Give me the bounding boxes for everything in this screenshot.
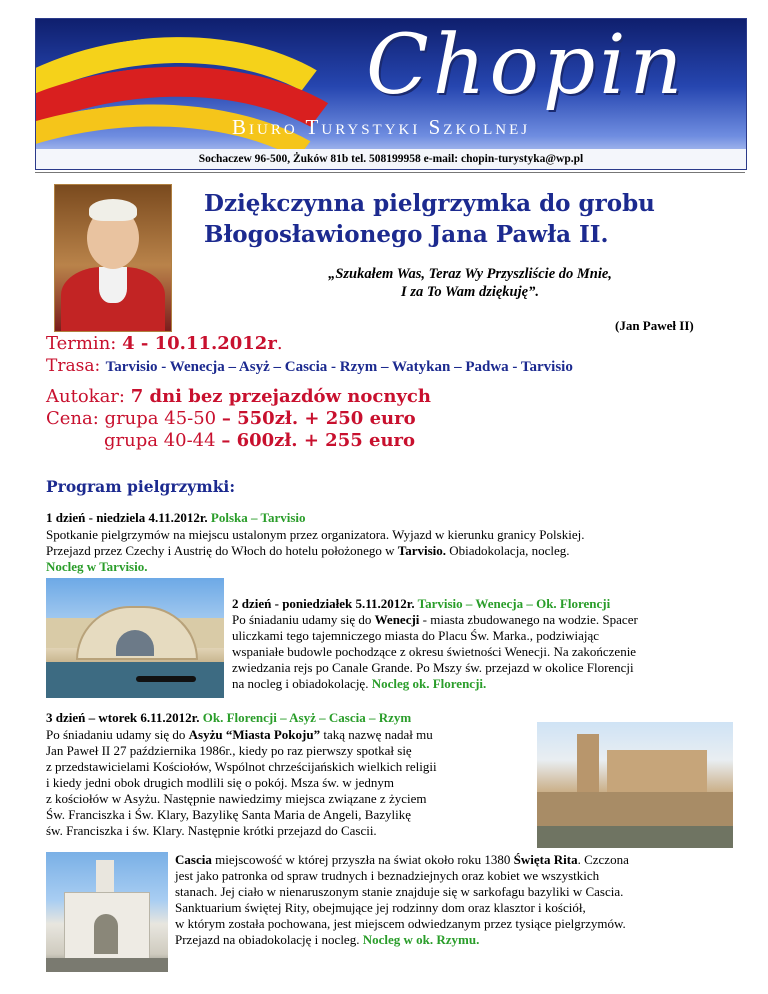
day-1-text-part: Obiadokolacja, nocleg. [446,543,570,558]
cena-price-1: – 550zł. + 250 euro [221,408,416,429]
autokar [46,386,431,407]
cena-price-2: – 600zł. + 255 euro [221,430,416,451]
day-2-line: wspaniałe budowle pochodzące z okresu świetności Wenecji. Na zakończenie [232,644,637,659]
day-1-line: Spotkanie pielgrzymów na miejscu ustalonym przez organizatora. Wyjazd w kierunku granicy Polskiej. [46,527,585,542]
day-1-place: Tarvisio. [397,543,447,558]
page-title [204,188,724,250]
logo-subtitle: Biuro Turystyki Szkolnej [232,115,531,139]
cascia-text-part: . Czczona [577,852,629,867]
cascia-line [175,852,733,868]
cascia-line: w którym została pochowana, jest miejscem odwiedzanym przez tysiące pielgrzymów. [175,916,626,931]
autokar-label: Autokar: [46,386,131,407]
trasa-route: Tarvisio - Wenecja – Asyż – Cascia - Rzym – Watykan – Padwa - Tarvisio [105,359,573,375]
autokar-value: 7 dni bez przejazdów nocnych [130,386,431,407]
cascia-text [175,852,733,948]
cascia-night: Nocleg w ok. Rzymu. [362,932,480,947]
day-3-route: Ok. Florencji – Asyż – Cascia – Rzym [202,710,412,725]
day-3-line: św. Franciszka i św. Klary. Następnie krótki przejazd do Cascii. [46,823,377,838]
day-2-line: zwiedzania rejs po Canale Grande. Po Mszy św. przejazd w okolice Florencji [232,660,634,675]
cascia-line: Sanktuarium świętej Rity, obejmujące jej rodzinny dom oraz klasztor i kościół, [175,900,586,915]
day-2-place: Wenecji [374,612,420,627]
day-2-route: Tarvisio – Wenecja – Ok. Florencji [417,596,611,611]
day-2-date: 2 dzień - poniedziałek 5.11.2012r. [232,596,415,611]
day-1-text-part: Przejazd przez Czechy i Austrię do Włoch do hotelu położonego w [46,543,398,558]
day-3-date: 3 dzień – wtorek 6.11.2012r. [46,710,200,725]
day-1-date: 1 dzień - niedziela 4.11.2012r. [46,510,208,525]
day-2-line [232,676,734,692]
quote-line-1: „Szukałem Was, Teraz Wy Przyszliście do Mnie, [328,266,612,282]
day-3-text-part: taką nazwę nadał mu [320,727,433,742]
termin [46,333,283,354]
day-3-line: z przedstawicielami Kościołów, Wspólnot chrześcijańskich wielkich religii [46,759,437,774]
termin-suffix: . [276,333,283,354]
day-3-line: Św. Franciszka i Św. Klary, Bazylikę Santa Maria de Angeli, Bazylikę [46,807,411,822]
day-1-line [46,543,746,559]
day-3-text-part: Po śniadaniu udamy się do [46,727,189,742]
cascia-text-part: Przejazd na obiadokolację i nocleg. [175,932,363,947]
day-3-text [46,727,532,839]
day-2-night: Nocleg ok. Florencji. [371,676,487,691]
header-banner [35,18,747,170]
day-2-text-part: - miasta zbudowanego na wodzie. Spacer [419,612,638,627]
assisi-basilica-photo [537,722,733,848]
cascia-line: jest jako patronka od spraw trudnych i beznadziejnych oraz kobiet we wszystkich [175,868,600,883]
header-divider [35,172,745,173]
day-2-line: uliczkami tego tajemniczego miasta do Placu Św. Marka., podziwiając [232,628,600,643]
day-2-heading [232,596,610,612]
title-line-2: Błogosławionego Jana Pawła II. [204,221,609,248]
cena-group-1: grupa 45-50 [104,408,222,429]
cascia-basilica-photo [46,852,168,972]
contact-info: Sochaczew 96-500, Żuków 81b tel. 508199958 e-mail: chopin-turystyka@wp.pl [36,149,746,169]
cena-group-2: grupa 40-44 [104,430,222,451]
logo-text: Chopin [366,18,687,113]
cascia-text-part: miejscowość w której przyszła na świat około roku 1380 [211,852,514,867]
quote-line-2: I za To Wam dziękuję”. [401,284,539,300]
program-heading: Program pielgrzymki: [46,477,236,496]
cascia-place: Cascia [175,852,212,867]
day-1-text [46,527,746,575]
day-3-line: i kiedy jedni obok drugich modlili się o pokój. Msza św. w jednym [46,775,394,790]
day-2-text-part: na nocleg i obiadokolację. [232,676,372,691]
title-line-1: Dziękczynna pielgrzymka do grobu [204,190,655,217]
day-1-heading [46,510,306,526]
cena-line-1 [46,408,416,429]
termin-label: Termin: [46,333,123,354]
cascia-line: stanach. Jej ciało w nienaruszonym stanie znajduje się w sarkofagu bazyliki w Cascia. [175,884,624,899]
day-2-line [232,612,734,628]
quote-author: (Jan Paweł II) [615,318,694,333]
termin-value: 4 - 10.11.2012r [122,333,277,354]
trasa-label: Trasa: [46,356,106,376]
cena-line-2 [104,430,415,451]
cena-label: Cena: [46,408,105,429]
venice-photo [46,578,224,698]
day-2-text-part: Po śniadaniu udamy się do [232,612,375,627]
day-3-heading [46,710,411,726]
day-1-route: Polska – Tarvisio [210,510,306,525]
day-3-line: Jan Paweł II 27 października 1986r., kiedy po raz pierwszy spotkał się [46,743,412,758]
day-3-line [46,727,532,743]
cascia-saint: Święta Rita [513,852,578,867]
day-3-place: Asyżu “Miasta Pokoju” [188,727,321,742]
cascia-line [175,932,733,948]
day-3-line: z kościołów w Asyżu. Następnie nawiedzimy miejsca związane z życiem [46,791,427,806]
pope-portrait-image [54,184,172,332]
day-2-text [232,612,734,692]
day-1-night: Nocleg w Tarvisio. [46,559,148,574]
trasa [46,356,573,376]
